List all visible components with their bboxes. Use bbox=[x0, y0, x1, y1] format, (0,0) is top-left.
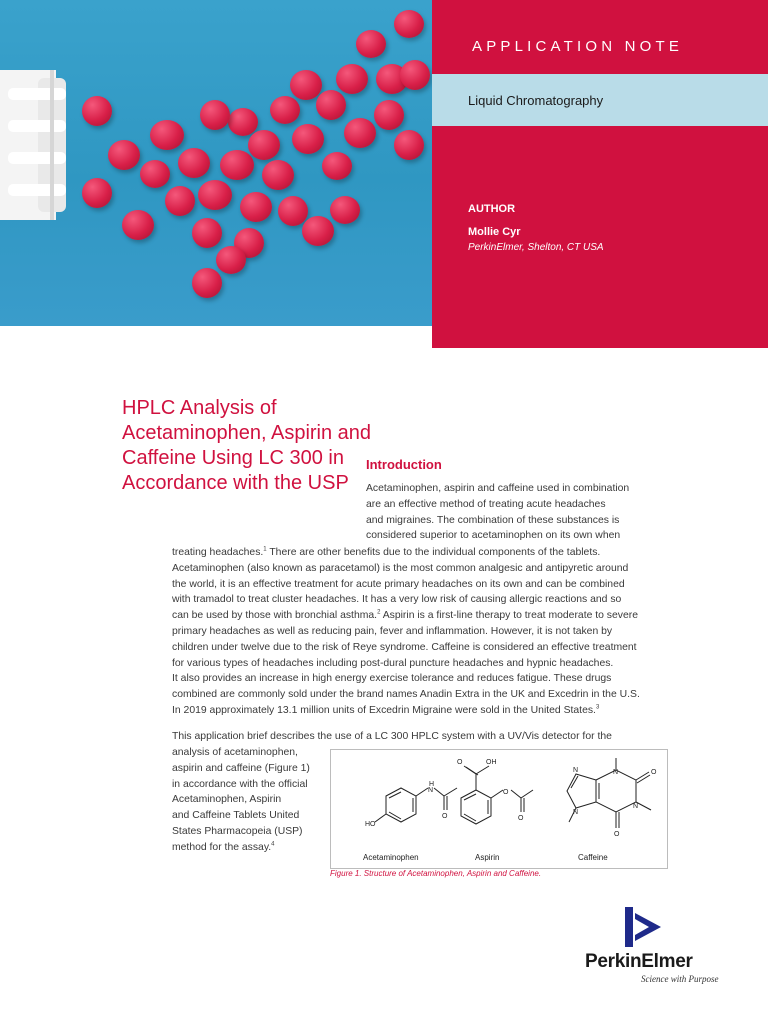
header-band bbox=[432, 0, 768, 348]
figure-caption: Figure 1. Structure of Acetaminophen, Aspirin and Caffeine. bbox=[330, 869, 542, 878]
author-heading: AUTHOR bbox=[468, 203, 516, 215]
svg-text:N: N bbox=[633, 803, 639, 810]
intro-paragraph-body: treating headaches.$^1$ There are other benefits due to the individual components of the tablets. Acetaminophen (also known as paracetamol) is the most common analgesic and antipyretic around the world, it is an effective treatment for acute primary headaches on its own and can be combined with tramadol to treat cluster headaches. It has a very low risk of causing allergic reactions and so can be used by those with bronchial asthma.$^2$ Aspirin is a first-line therapy to treat moderate to severe primary headaches as well as reducing pain, fever and inflammation. However, it is not taken by children under twelve due to the risk of Reye syndrome. Caffeine is considered an effective treatment for various types of headaches including post-dural puncture headaches and hypnic headaches. It also provides an increase in high energy exercise tolerance and reduces fatigue. These drugs combined are commonly sold under the brand names Anadin Extra in the UK and Excedrin in the U.S. In 2019 approximately 13.1 million units of Excedrin Migraine were sold in the United States.$^3$ bbox=[172, 546, 640, 716]
acetaminophen-ring bbox=[386, 788, 416, 822]
application-note-label: APPLICATION NOTE bbox=[472, 38, 684, 55]
perkinelmer-logo bbox=[585, 905, 723, 987]
svg-text:H: H bbox=[429, 781, 435, 788]
perkinelmer-logo-mark-icon bbox=[585, 905, 723, 951]
application-paragraph-rest: analysis of acetaminophen, aspirin and caffeine (Figure 1) in accordance with the official Acetaminophen, Aspirin and Caffeine Tablets United States Pharmacopeia (USP) method for the assay.$^4$ bbox=[172, 747, 310, 853]
figure-label-aspirin: Aspirin bbox=[475, 853, 500, 862]
svg-text:O: O bbox=[518, 815, 524, 822]
caffeine-six-ring bbox=[596, 770, 639, 812]
caffeine-five-ring bbox=[567, 774, 596, 808]
svg-text:OH: OH bbox=[486, 759, 497, 766]
category-label: Liquid Chromatography bbox=[468, 93, 604, 108]
logo-wordmark: PerkinElmer bbox=[585, 951, 693, 972]
chemical-structures-diagram bbox=[331, 750, 667, 868]
intro-paragraph-top: Acetaminophen, aspirin and caffeine used in combination are an effective method of treating acute headaches and migraines. The combination of these substances is considered superior to acetaminophen on its own when bbox=[366, 483, 630, 542]
citation-2: 2 bbox=[377, 609, 381, 616]
application-paragraph-first-line: This application brief describes the use of a LC 300 HPLC system with a UV/Vis detector for the bbox=[172, 731, 612, 742]
category-strip bbox=[432, 74, 768, 126]
citation-1: 1 bbox=[263, 546, 267, 553]
author-affiliation: PerkinElmer, Shelton, CT USA bbox=[468, 242, 604, 253]
aspirin-ring bbox=[461, 790, 491, 824]
figure-structures bbox=[330, 749, 668, 869]
figure-label-caffeine: Caffeine bbox=[578, 853, 608, 862]
svg-text:N: N bbox=[573, 767, 579, 774]
svg-text:O: O bbox=[614, 831, 620, 838]
pill-bottle-image bbox=[0, 70, 70, 220]
introduction-heading: Introduction bbox=[366, 457, 442, 472]
svg-text:O: O bbox=[503, 789, 509, 796]
svg-text:HO: HO bbox=[365, 821, 376, 828]
author-name: Mollie Cyr bbox=[468, 226, 521, 238]
figure-label-acetaminophen: Acetaminophen bbox=[363, 853, 419, 862]
logo-tagline: Science with Purpose bbox=[641, 974, 719, 984]
svg-text:N: N bbox=[428, 787, 434, 794]
svg-text:O: O bbox=[651, 769, 657, 776]
citation-4: 4 bbox=[271, 841, 275, 848]
svg-text:N: N bbox=[613, 769, 619, 776]
page-title: HPLC Analysis of Acetaminophen, Aspirin and Caffeine Using LC 300 in Accordance with the USP bbox=[122, 397, 372, 494]
svg-text:O: O bbox=[457, 759, 463, 766]
citation-3: 3 bbox=[595, 704, 600, 711]
svg-text:O: O bbox=[442, 813, 448, 820]
svg-text:N: N bbox=[573, 809, 579, 816]
